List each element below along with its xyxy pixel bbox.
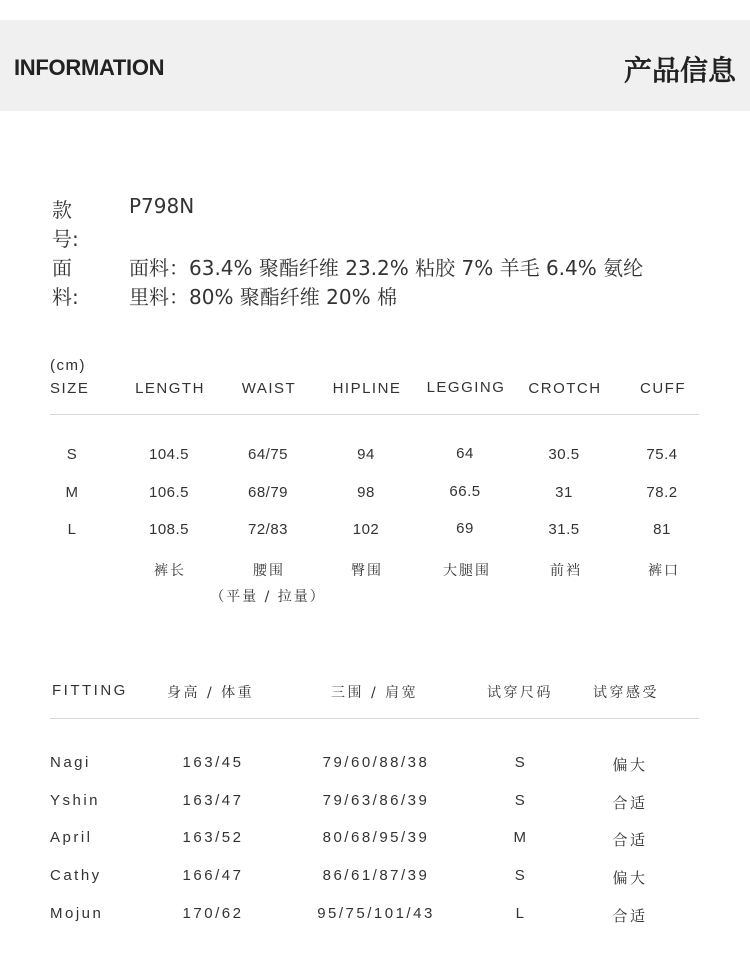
fitting-row-3-measurements: 80/68/95/39	[322, 829, 430, 846]
size-row-l-legging: 69	[456, 520, 474, 537]
size-cn-cuff: 裤口	[648, 563, 680, 579]
size-row-m-cuff: 78.2	[646, 484, 678, 501]
fitting-row-1-height-weight: 163/45	[182, 754, 244, 771]
size-unit: (cm)	[50, 357, 86, 374]
size-row-l-hipline: 102	[352, 521, 380, 538]
size-row-s-legging: 64	[456, 445, 474, 462]
fitting-row-4-name: Cathy	[50, 867, 102, 884]
fitting-row-1-size: S	[514, 754, 528, 771]
size-header-length: LENGTH	[135, 380, 205, 397]
size-row-s-length: 104.5	[148, 446, 190, 463]
fitting-header-fitting: FITTING	[52, 682, 128, 699]
size-row-l-crotch: 31.5	[548, 521, 580, 538]
size-row-l-length: 108.5	[148, 521, 190, 538]
fitting-table-divider	[50, 718, 699, 719]
size-cn-crotch: 前裆	[550, 563, 582, 579]
header-banner	[0, 20, 750, 111]
style-number-label: 款号:	[52, 198, 79, 251]
size-cn-hipline: 臀围	[351, 563, 383, 579]
fitting-row-2-name: Yshin	[50, 792, 101, 809]
size-row-s-cuff: 75.4	[646, 446, 678, 463]
size-header-cuff: CUFF	[640, 380, 686, 397]
size-row-m-crotch: 31	[555, 484, 573, 501]
size-row-s-waist: 64/75	[247, 446, 289, 463]
fabric-label: 面料:	[52, 256, 79, 309]
fitting-row-3-feeling: 合适	[612, 831, 648, 849]
fitting-row-2-feeling: 合适	[612, 794, 648, 812]
size-row-s-crotch: 30.5	[548, 446, 580, 463]
header-title-en: INFORMATION	[14, 55, 165, 80]
fitting-row-1-name: Nagi	[50, 754, 91, 771]
size-row-m-length: 106.5	[148, 484, 190, 501]
size-table-divider	[50, 414, 699, 415]
fitting-row-4-feeling: 偏大	[612, 869, 648, 887]
fitting-row-5-size: L	[515, 905, 527, 922]
size-cn-waist: 腰围	[253, 563, 285, 579]
fitting-row-4-height-weight: 166/47	[182, 867, 244, 884]
fitting-row-2-height-weight: 163/47	[182, 792, 244, 809]
fitting-row-3-name: April	[50, 829, 93, 846]
fitting-header-tried-size: 试穿尺码	[487, 685, 553, 701]
fitting-row-5-height-weight: 170/62	[182, 905, 244, 922]
size-waist-note: （平量 / 拉量）	[210, 589, 326, 605]
fabric-lining: 里料：80% 聚酯纤维 20% 棉	[129, 285, 397, 309]
size-header-crotch: CROTCH	[528, 380, 602, 397]
size-row-s-size: S	[66, 446, 78, 463]
size-row-l-cuff: 81	[653, 521, 671, 538]
size-row-m-hipline: 98	[357, 484, 375, 501]
fitting-row-1-measurements: 79/60/88/38	[322, 754, 430, 771]
size-cn-legging: 大腿围	[443, 563, 491, 579]
header-title-cn: 产品信息	[623, 54, 736, 87]
fabric-shell: 面料：63.4% 聚酯纤维 23.2% 粘胶 7% 羊毛 6.4% 氨纶	[129, 256, 644, 280]
size-row-l-waist: 72/83	[247, 521, 289, 538]
size-row-l-size: L	[67, 521, 77, 538]
size-header-hipline: HIPLINE	[332, 380, 402, 397]
fitting-row-3-size: M	[513, 829, 529, 846]
size-header-waist: WAIST	[241, 380, 297, 397]
fitting-row-4-measurements: 86/61/87/39	[322, 867, 430, 884]
style-number-value: P798N	[129, 194, 195, 218]
fitting-row-3-height-weight: 163/52	[182, 829, 244, 846]
fitting-row-2-measurements: 79/63/86/39	[322, 792, 430, 809]
size-row-m-size: M	[65, 484, 79, 501]
size-header-legging: LEGGING	[426, 379, 506, 396]
fitting-row-5-feeling: 合适	[612, 907, 648, 925]
fitting-header-height-weight: 身高 / 体重	[167, 685, 255, 701]
fitting-row-4-size: S	[514, 867, 528, 884]
size-row-m-waist: 68/79	[247, 484, 289, 501]
size-header-size: SIZE	[50, 380, 90, 397]
size-row-m-legging: 66.5	[449, 483, 481, 500]
fitting-row-1-feeling: 偏大	[612, 756, 648, 774]
fitting-header-feeling: 试穿感受	[593, 685, 659, 701]
size-row-s-hipline: 94	[357, 446, 375, 463]
size-cn-length: 裤长	[154, 563, 186, 579]
fitting-row-5-name: Mojun	[50, 905, 104, 922]
fitting-row-2-size: S	[514, 792, 528, 809]
fitting-header-measurements: 三围 / 肩宽	[331, 685, 419, 701]
fitting-row-5-measurements: 95/75/101/43	[317, 905, 435, 922]
